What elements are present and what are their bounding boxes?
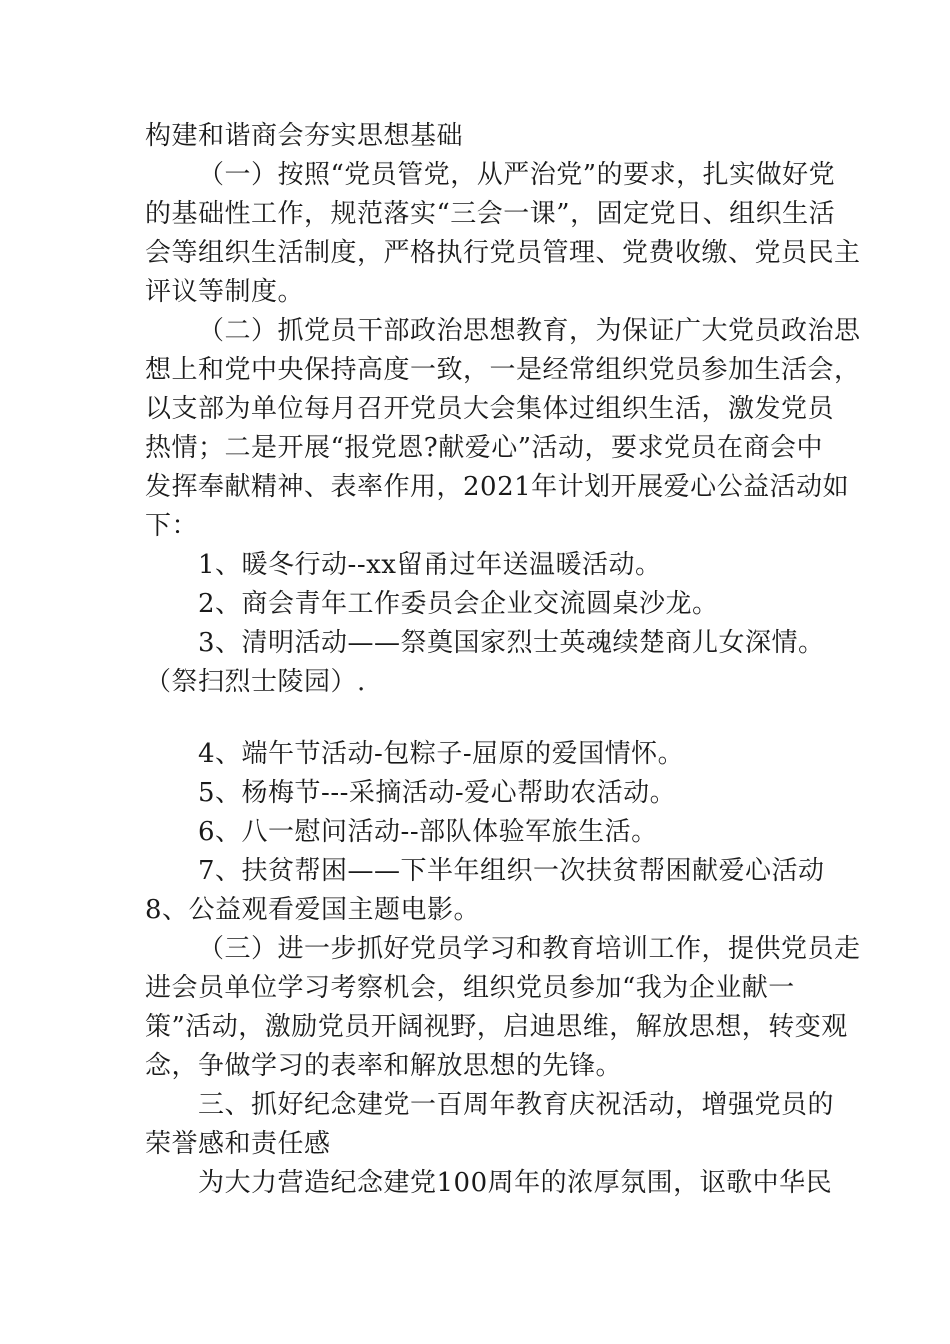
list-item-5: 5、杨梅节---采摘活动-爱心帮助农活动。 [198, 778, 677, 808]
list-item-7: 7、扶贫帮困——下半年组织一次扶贫帮困献爱心活动 [198, 856, 825, 886]
text-line-4: 会等组织生活制度，严格执行党员管理、党费收缴、党员民主 [145, 238, 861, 268]
text-line-8: 以支部为单位每月召开党员大会集体过组织生活，激发党员 [145, 394, 835, 424]
list-item-1: 1、暖冬行动--xx留甬过年送温暖活动。 [198, 550, 662, 580]
text-line-11: 下： [145, 511, 199, 541]
section-heading-cont: 荣誉感和责任感 [145, 1129, 331, 1159]
list-item-8: 8、公益观看爱国主题电影。 [145, 895, 481, 925]
list-item-3: 3、清明活动——祭奠国家烈士英魂续楚商儿女深情。 [198, 628, 825, 658]
text-line-2: （一）按照“党员管党，从严治党”的要求，扎实做好党 [198, 160, 836, 190]
list-item-6: 6、八一慰问活动--部队体验军旅生活。 [198, 817, 658, 847]
list-item-4: 4、端午节活动-包粽子-屈原的爱国情怀。 [198, 739, 685, 769]
text-line-14: 策”活动，激励党员开阔视野，启迪思维，解放思想，转变观 [145, 1012, 848, 1042]
text-line-6: （二）抓党员干部政治思想教育，为保证广大党员政治思 [198, 316, 861, 346]
text-line-15: 念，争做学习的表率和解放思想的先锋。 [145, 1051, 623, 1081]
section-heading: 三、抓好纪念建党一百周年教育庆祝活动，增强党员的 [198, 1090, 835, 1120]
text-line-9: 热情；二是开展“报党恩?献爱心”活动，要求党员在商会中 [145, 433, 824, 463]
text-line-7: 想上和党中央保持高度一致，一是经常组织党员参加生活会， [145, 355, 861, 385]
text-line-10: 发挥奉献精神、表率作用，2021年计划开展爱心公益活动如 [145, 472, 850, 502]
text-line-1: 构建和谐商会夯实思想基础 [145, 121, 464, 151]
text-line-12: （三）进一步抓好党员学习和教育培训工作，提供党员走 [198, 934, 861, 964]
text-line-13: 进会员单位学习考察机会，组织党员参加“我为企业献一 [145, 973, 795, 1003]
list-item-3-note: （祭扫烈士陵园）. [145, 667, 366, 697]
list-item-2: 2、商会青年工作委员会企业交流圆桌沙龙。 [198, 589, 719, 619]
text-line-5: 评议等制度。 [145, 277, 305, 307]
text-line-3: 的基础性工作，规范落实“三会一课”，固定党日、组织生活 [145, 199, 836, 229]
text-line-16: 为大力营造纪念建党100周年的浓厚氛围，讴歌中华民 [198, 1168, 833, 1198]
